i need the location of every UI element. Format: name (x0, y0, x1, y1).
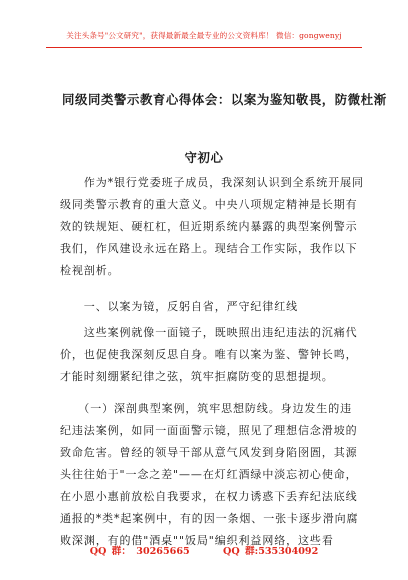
document-title-line-1: 同级同类警示教育心得体会：以案为鉴知敬畏，防微杜渐 (62, 92, 387, 107)
body-line: 价，也促使我深刻反思自身。唯有以案为鉴、警钟长鸣， (60, 348, 358, 361)
body-line: 通报的*类*起案例中，有的因一条烟、一张卡逐步滑向腐 (60, 512, 359, 525)
body-line: 检视剖析。 (60, 264, 120, 277)
section-heading: 一、以案为镜，反躬自省，严守纪律红线 (60, 300, 298, 313)
body-line: 作为*银行党委班子成员，我深刻认识到全系统开展同 (60, 176, 364, 189)
header-note: 关注头条号"公文研究"，获得最新最全最专业的公文资料库！ 微信：gongwenyj (66, 31, 342, 40)
document-title-line-2: 守初心 (184, 150, 224, 165)
body-line: 纪违法案例，如同一面面警示镜，照见了理想信念滑坡的 (60, 424, 358, 437)
body-line: 效的铁规矩、硬杠杠，但近期系统内暴露的典型案例警示 (60, 220, 358, 233)
body-line: 才能时刻绷紧纪律之弦，筑牢拒腐防变的思想提坝。 (60, 370, 334, 383)
body-line: 级同类警示教育的重大意义。中央八项规定精神是长期有 (60, 198, 358, 211)
body-line: 败深渊，有的借"酒桌""饭局"编织利益网络，这些看 (60, 534, 334, 547)
footer-qq-group-1: QQ 群： 30265665 (89, 546, 190, 557)
body-line: 致命危害。曾经的领导干部从意气风发到身陷囹圄，其源 (60, 446, 358, 459)
subsection-heading: （一）深剖典型案例，筑牢思想防线。身边发生的违 (60, 402, 352, 415)
body-line: 在小恩小惠前放松自我要求，在权力诱惑下丢弃纪法底线 (60, 490, 358, 503)
body-line: 我们，作风建设永远在路上。现结合工作实际，我作以下 (60, 242, 358, 255)
header-divider (46, 47, 362, 48)
body-line: 这些案例就像一面镜子，既映照出违纪违法的沉痛代 (60, 326, 358, 339)
body-line: 头往往始于"一念之差"——在灯红酒绿中淡忘初心使命， (60, 468, 358, 481)
footer-contact (0, 543, 408, 557)
footer-qq-group-2: QQ 群:535304092 (223, 546, 319, 557)
